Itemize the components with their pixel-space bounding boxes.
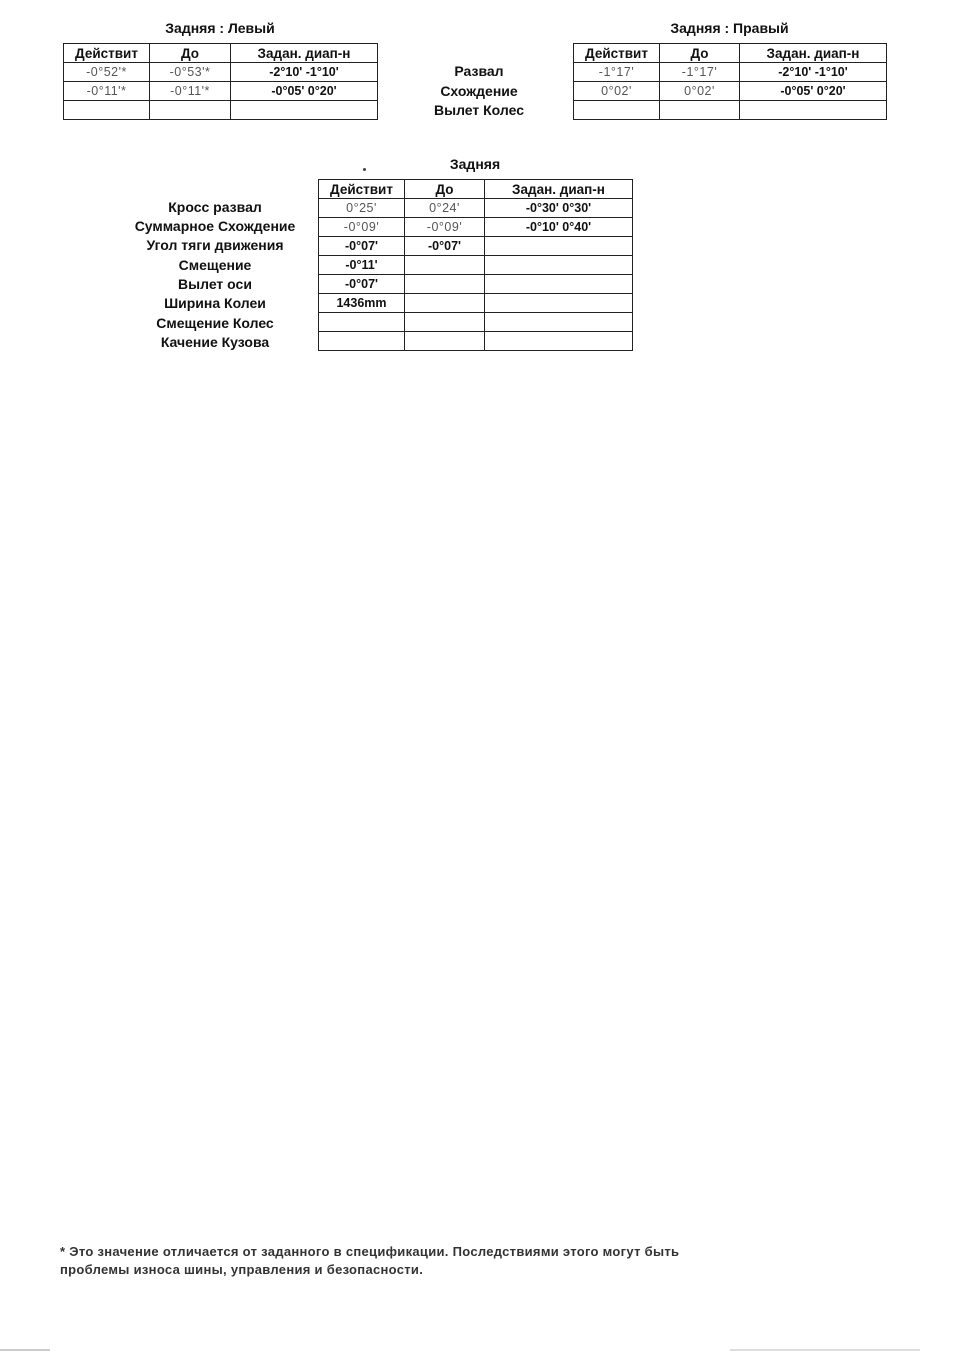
header-before: До bbox=[660, 44, 740, 63]
header-spec-range: Задан. диап-н bbox=[231, 44, 378, 63]
rear-axle-offset-spec bbox=[485, 275, 633, 294]
rear-axle-offset-before bbox=[405, 275, 485, 294]
rear-cross-camber-spec: -0°30' 0°30' bbox=[485, 199, 633, 218]
table-row bbox=[574, 101, 887, 120]
rear-thrust-angle-actual: -0°07' bbox=[319, 237, 405, 256]
rear-table-title: Задняя bbox=[449, 156, 501, 172]
header-actual: Действит bbox=[319, 180, 405, 199]
right-table-title: Задняя : Правый bbox=[670, 20, 789, 36]
table-row bbox=[319, 256, 633, 275]
rear-thrust-angle-before: -0°07' bbox=[405, 237, 485, 256]
rear-track-width-actual: 1436mm bbox=[319, 294, 405, 313]
left-alignment-table bbox=[63, 43, 378, 120]
rear-label-thrust-angle: Угол тяги движения bbox=[146, 237, 284, 253]
right-offset-spec bbox=[740, 101, 887, 120]
table-row bbox=[319, 275, 633, 294]
scan-artifact bbox=[730, 1349, 920, 1351]
rear-setback-before bbox=[405, 256, 485, 275]
rear-axle-offset-actual: -0°07' bbox=[319, 275, 405, 294]
rear-setback-actual: -0°11' bbox=[319, 256, 405, 275]
right-alignment-table bbox=[573, 43, 887, 120]
rear-wheel-offset-before bbox=[405, 313, 485, 332]
header-actual: Действит bbox=[574, 44, 660, 63]
rear-wheel-offset-spec bbox=[485, 313, 633, 332]
right-toe-before: 0°02' bbox=[660, 82, 740, 101]
left-offset-spec bbox=[231, 101, 378, 120]
rear-label-cross-camber: Кросс развал bbox=[168, 199, 262, 215]
right-camber-actual: -1°17' bbox=[574, 63, 660, 82]
rear-label-track-width: Ширина Колеи bbox=[164, 295, 266, 311]
table-row bbox=[319, 199, 633, 218]
row-label-wheel-offset: Вылет Колес bbox=[434, 102, 524, 118]
right-offset-actual bbox=[574, 101, 660, 120]
left-toe-before: -0°11'* bbox=[150, 82, 231, 101]
table-row bbox=[319, 332, 633, 351]
left-camber-actual: -0°52'* bbox=[64, 63, 150, 82]
header-before: До bbox=[405, 180, 485, 199]
table-row bbox=[64, 101, 378, 120]
rear-track-width-before bbox=[405, 294, 485, 313]
scan-artifact bbox=[0, 1349, 50, 1351]
left-table-title: Задняя : Левый bbox=[165, 20, 275, 36]
rear-cross-camber-actual: 0°25' bbox=[319, 199, 405, 218]
rear-setback-spec bbox=[485, 256, 633, 275]
right-camber-before: -1°17' bbox=[660, 63, 740, 82]
rear-body-roll-before bbox=[405, 332, 485, 351]
left-offset-before bbox=[150, 101, 231, 120]
rear-alignment-table bbox=[318, 179, 633, 351]
left-camber-before: -0°53'* bbox=[150, 63, 231, 82]
row-label-camber: Развал bbox=[454, 63, 504, 79]
rear-wheel-offset-actual bbox=[319, 313, 405, 332]
rear-body-roll-actual bbox=[319, 332, 405, 351]
right-toe-spec: -0°05' 0°20' bbox=[740, 82, 887, 101]
footnote-line-1: * Это значение отличается от заданного в спецификации. Последствиями этого могут быть bbox=[60, 1244, 680, 1259]
rear-total-toe-spec: -0°10' 0°40' bbox=[485, 218, 633, 237]
rear-label-setback: Смещение bbox=[178, 257, 252, 273]
left-camber-spec: -2°10' -1°10' bbox=[231, 63, 378, 82]
right-toe-actual: 0°02' bbox=[574, 82, 660, 101]
rear-label-wheel-offset: Смещение Колес bbox=[156, 315, 274, 331]
rear-total-toe-before: -0°09' bbox=[405, 218, 485, 237]
table-row bbox=[64, 82, 378, 101]
rear-cross-camber-before: 0°24' bbox=[405, 199, 485, 218]
table-row bbox=[574, 82, 887, 101]
rear-total-toe-actual: -0°09' bbox=[319, 218, 405, 237]
left-offset-actual bbox=[64, 101, 150, 120]
row-label-toe: Схождение bbox=[440, 83, 518, 99]
table-row bbox=[319, 294, 633, 313]
rear-track-width-spec bbox=[485, 294, 633, 313]
table-row bbox=[319, 313, 633, 332]
header-spec-range: Задан. диап-н bbox=[740, 44, 887, 63]
footnote bbox=[60, 1243, 820, 1279]
rear-label-body-roll: Качение Кузова bbox=[160, 334, 270, 350]
header-before: До bbox=[150, 44, 231, 63]
rear-label-total-toe: Суммарное Схождение bbox=[134, 218, 296, 234]
right-offset-before bbox=[660, 101, 740, 120]
table-row bbox=[574, 63, 887, 82]
left-toe-actual: -0°11'* bbox=[64, 82, 150, 101]
left-toe-spec: -0°05' 0°20' bbox=[231, 82, 378, 101]
table-row bbox=[319, 218, 633, 237]
footnote-line-2: проблемы износа шины, управления и безопасности. bbox=[60, 1262, 424, 1277]
rear-body-roll-spec bbox=[485, 332, 633, 351]
header-actual: Действит bbox=[64, 44, 150, 63]
right-camber-spec: -2°10' -1°10' bbox=[740, 63, 887, 82]
table-row bbox=[64, 63, 378, 82]
rear-thrust-angle-spec bbox=[485, 237, 633, 256]
rear-label-axle-offset: Вылет оси bbox=[178, 276, 252, 292]
table-row bbox=[319, 237, 633, 256]
header-spec-range: Задан. диап-н bbox=[485, 180, 633, 199]
